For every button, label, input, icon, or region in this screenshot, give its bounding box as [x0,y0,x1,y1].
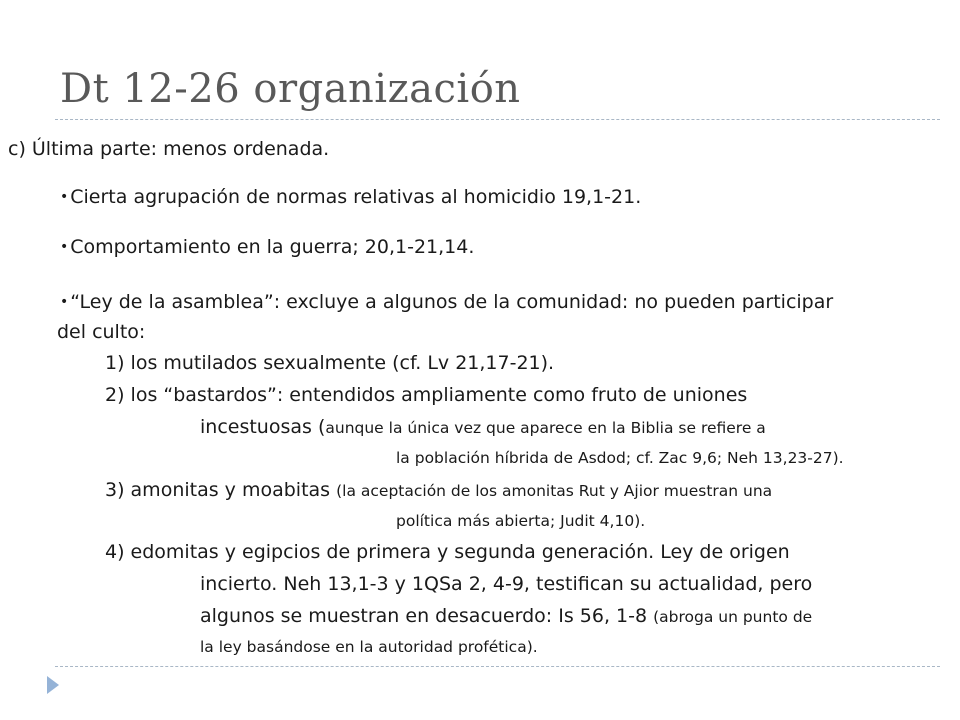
bullet-text: “Ley de la asamblea”: excluye a algunos de la comunidad: no pueden participar [70,291,834,313]
triangle-marker-icon [47,676,59,694]
item-amonitas-note: política más abierta; Judit 4,10). [396,512,646,530]
item-mutilados: 1) los mutilados sexualmente (cf. Lv 21,17-21). [105,352,555,374]
title-divider [55,119,940,120]
item-text-main: 3) amonitas y moabitas [105,479,337,501]
item-bastardos-cont [200,416,766,438]
bullet-asamblea-cont: del culto: [57,321,146,343]
bullet-text: Comportamiento en la guerra; 20,1-21,14. [70,236,475,258]
item-text-note: (la aceptación de los amonitas Rut y Ajior muestran una [336,482,773,500]
bullet-dot: • [60,189,69,205]
item-edomitas-note: la ley basándose en la autoridad profética). [200,638,538,656]
bullet-homicidio [60,186,641,208]
slide-title: Dt 12-26 organización [60,66,521,112]
item-bastardos-note: la población híbrida de Asdod; cf. Zac 9,6; Neh 13,23-27). [396,449,844,467]
item-text-main: incestuosas ( [200,416,326,438]
bullet-dot: • [60,294,69,310]
item-amonitas [105,479,772,501]
item-edomitas-cont2 [200,605,812,627]
bullet-dot: • [60,239,69,255]
bullet-asamblea [60,291,833,313]
bullet-guerra [60,236,474,258]
item-text-note: (abroga un punto de [653,608,813,626]
section-heading: c) Última parte: menos ordenada. [8,138,330,160]
item-edomitas-cont1: incierto. Neh 13,1-3 y 1QSa 2, 4-9, testifican su actualidad, pero [200,573,813,595]
item-text-note: aunque la única vez que aparece en la Biblia se refiere a [325,419,766,437]
item-bastardos: 2) los “bastardos”: entendidos ampliamente como fruto de uniones [105,384,748,406]
item-edomitas: 4) edomitas y egipcios de primera y segunda generación. Ley de origen [105,541,790,563]
item-text-main: algunos se muestran en desacuerdo: Is 56, 1-8 [200,605,654,627]
footer-divider [55,666,940,667]
bullet-text: Cierta agrupación de normas relativas al homicidio 19,1-21. [70,186,642,208]
